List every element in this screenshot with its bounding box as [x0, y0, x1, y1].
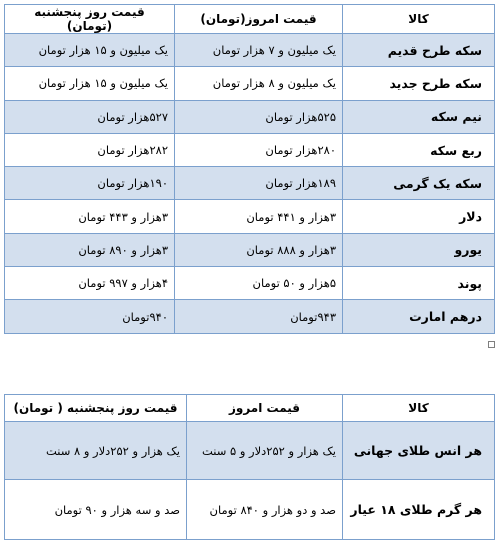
today-price: ۳هزار و ۸۸۸ تومان	[175, 233, 343, 266]
thursday-price: ۳هزار و ۴۴۳ تومان	[5, 200, 175, 233]
table-row	[5, 480, 495, 540]
header-thursday-price: قیمت روز پنجشنبه ( تومان)	[5, 395, 187, 422]
item-name: سکه طرح قدیم	[343, 34, 495, 67]
today-price: یک میلیون و ۷ هزار تومان	[175, 34, 343, 67]
thursday-price: ۵۲۷هزار تومان	[5, 100, 175, 133]
item-name: پوند	[343, 267, 495, 300]
thursday-price: ۳هزار و ۸۹۰ تومان	[5, 233, 175, 266]
table-row	[5, 200, 495, 233]
today-price: ۵۲۵هزار تومان	[175, 100, 343, 133]
header-item: کالا	[343, 5, 495, 34]
table-row	[5, 133, 495, 166]
table-header-row	[5, 5, 495, 34]
thursday-price: یک هزار و ۲۵۲دلار و ۸ سنت	[5, 422, 187, 480]
item-name: هر گرم طلای ۱۸ عیار	[343, 480, 495, 540]
table-row	[5, 67, 495, 100]
today-price: یک میلیون و ۸ هزار تومان	[175, 67, 343, 100]
item-name: سکه یک گرمی	[343, 167, 495, 200]
table-row	[5, 300, 495, 333]
item-name: درهم امارت	[343, 300, 495, 333]
table-resize-handle[interactable]	[488, 341, 495, 348]
thursday-price: ۹۴۰تومان	[5, 300, 175, 333]
item-name: یورو	[343, 233, 495, 266]
table-row	[5, 233, 495, 266]
item-name: نیم سکه	[343, 100, 495, 133]
thursday-price: یک میلیون و ۱۵ هزار تومان	[5, 67, 175, 100]
price-table-gold	[4, 394, 495, 540]
price-table-coins-currency	[4, 4, 495, 334]
thursday-price: ۴هزار و ۹۹۷ تومان	[5, 267, 175, 300]
table-row	[5, 100, 495, 133]
item-name: هر انس طلای جهانی	[343, 422, 495, 480]
thursday-price: یک میلیون و ۱۵ هزار تومان	[5, 34, 175, 67]
thursday-price: ۲۸۲هزار تومان	[5, 133, 175, 166]
item-name: سکه طرح جدید	[343, 67, 495, 100]
item-name: دلار	[343, 200, 495, 233]
table-row	[5, 422, 495, 480]
today-price: صد و دو هزار و ۸۴۰ تومان	[187, 480, 343, 540]
header-thursday-price: قیمت روز پنجشنبه (تومان)	[5, 5, 175, 34]
table-row	[5, 34, 495, 67]
today-price: ۱۸۹هزار تومان	[175, 167, 343, 200]
header-today-price: قیمت امروز	[187, 395, 343, 422]
table-row	[5, 167, 495, 200]
header-item: کالا	[343, 395, 495, 422]
header-today-price: قیمت امروز(تومان)	[175, 5, 343, 34]
item-name: ربع سکه	[343, 133, 495, 166]
today-price: یک هزار و ۲۵۲دلار و ۵ سنت	[187, 422, 343, 480]
thursday-price: صد و سه هزار و ۹۰ تومان	[5, 480, 187, 540]
thursday-price: ۱۹۰هزار تومان	[5, 167, 175, 200]
today-price: ۳هزار و ۴۴۱ تومان	[175, 200, 343, 233]
table-row	[5, 267, 495, 300]
table-header-row	[5, 395, 495, 422]
today-price: ۲۸۰هزار تومان	[175, 133, 343, 166]
today-price: ۹۴۳تومان	[175, 300, 343, 333]
today-price: ۵هزار و ۵۰ تومان	[175, 267, 343, 300]
